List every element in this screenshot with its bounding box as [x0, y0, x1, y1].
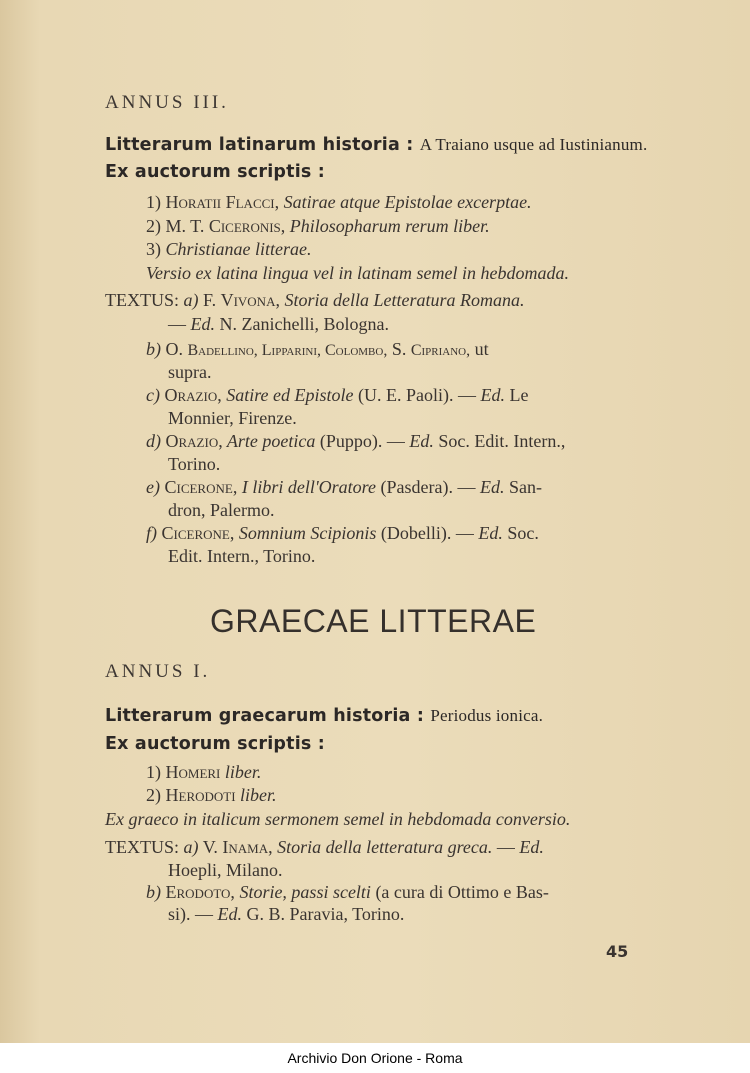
item-number: 3) — [146, 239, 161, 259]
textus-ed: Ed. — [478, 523, 503, 543]
textus-title: Storia della letteratura greca. — [272, 837, 493, 857]
textus-ed: Ed. — [190, 314, 215, 334]
textus-letter: b) — [146, 882, 161, 902]
textus-label: TEXTUS: — [105, 290, 179, 310]
textus-text: (U. E. Paoli). — — [353, 385, 481, 405]
textus-ed: Ed. — [519, 837, 544, 857]
latin-textus-a-line1 — [105, 291, 524, 309]
greek-textus-b-line2 — [168, 905, 404, 923]
textus-text: V. — [202, 837, 223, 857]
textus-letter: f) — [146, 523, 157, 543]
textus-text: (Puppo). — — [315, 431, 410, 451]
item-number: 1) — [146, 192, 161, 212]
textus-text: (a cura di Ottimo e Bas- — [370, 882, 549, 902]
textus-author: Vivona, — [220, 290, 280, 310]
page-number: 45 — [606, 942, 629, 961]
textus-text: Soc. — [502, 523, 539, 543]
latin-textus-e-line1 — [146, 478, 542, 496]
textus-title: Somnium Scipionis — [234, 523, 377, 543]
textus-text: G. B. Paravia, Torino. — [242, 904, 405, 924]
textus-title: Storie, passi scelti — [234, 882, 371, 902]
latin-textus-f-line2: Edit. Intern., Torino. — [168, 546, 316, 566]
latin-textus-b-line2: supra. — [168, 362, 212, 382]
textus-letter: e) — [146, 477, 160, 497]
item-author: Homeri — [165, 762, 221, 782]
item-title: Satirae atque Epistolae excerptae. — [283, 192, 532, 212]
textus-title: Satire ed Epistole — [221, 385, 354, 405]
latin-history-label: Litterarum latinarum historia : — [105, 135, 414, 155]
greek-history-label: Litterarum graecarum historia : — [105, 706, 425, 726]
textus-letter: c) — [146, 385, 160, 405]
annus-i-heading: ANNUS I. — [105, 661, 211, 682]
item-number: 1) — [146, 762, 161, 782]
textus-title: Storia della Letteratura Romana. — [279, 290, 525, 310]
item-number: 2) — [146, 216, 161, 236]
greek-item-2 — [146, 786, 277, 804]
latin-versio: Versio ex latina lingua vel in latinam semel in hebdomada. — [146, 263, 569, 283]
textus-text: S. — [387, 339, 411, 359]
textus-letter: a) — [183, 837, 199, 857]
latin-textus-b-line1 — [146, 340, 489, 359]
latin-scripta-label: Ex auctorum scriptis : — [105, 162, 325, 182]
latin-history-line — [105, 135, 647, 155]
textus-text: ut — [470, 339, 489, 359]
textus-ed: Ed. — [479, 477, 505, 497]
textus-author: Inama, — [222, 837, 273, 857]
greek-textus-a-line1 — [105, 838, 544, 856]
textus-author: Badellino, Lipparini, Colombo, — [187, 342, 388, 359]
item-author: M. T. Ciceronis, — [165, 216, 286, 236]
item-title: liber. — [224, 762, 262, 782]
textus-label: TEXTUS: — [105, 837, 179, 857]
textus-title: I libri dell'Oratore — [237, 477, 377, 497]
textus-text: Le — [505, 385, 529, 405]
greek-textus-a-line2: Hoepli, Milano. — [168, 860, 283, 880]
textus-text: si). — — [168, 904, 218, 924]
greek-history-line — [105, 706, 543, 726]
greek-scripta-label: Ex auctorum scriptis : — [105, 734, 325, 754]
textus-ed: Ed. — [217, 904, 242, 924]
latin-textus-d-line1 — [146, 432, 565, 450]
item-title: Philosopharum rerum liber. — [289, 216, 490, 236]
section-title: GRAECAE LITTERAE — [210, 603, 537, 639]
annus-iii-heading: ANNUS III. — [105, 92, 229, 113]
greek-textus-b-line1 — [146, 883, 549, 901]
greek-history-text: Periodus ionica. — [430, 706, 544, 725]
textus-text: (Pasdera). — — [376, 477, 480, 497]
greek-item-1 — [146, 763, 261, 781]
latin-textus-f-line1 — [146, 524, 539, 542]
greek-versio: Ex graeco in italicum sermonem semel in hebdomada conversio. — [105, 809, 571, 829]
item-title: Christianae litterae. — [165, 239, 312, 259]
textus-ed: Ed. — [409, 431, 434, 451]
textus-text: — — [492, 837, 520, 857]
item-title: liber. — [240, 785, 277, 805]
latin-history-text: A Traiano usque ad Iustinianum. — [419, 135, 648, 154]
latin-textus-c-line2: Monnier, Firenze. — [168, 408, 297, 428]
textus-letter: b) — [146, 339, 161, 359]
item-number: 2) — [146, 785, 161, 805]
textus-text: — — [168, 314, 191, 334]
item-author: Herodoti — [165, 785, 236, 805]
textus-letter: d) — [146, 431, 161, 451]
textus-author: Orazio, — [164, 385, 222, 405]
latin-textus-d-line2: Torino. — [168, 454, 221, 474]
latin-textus-a-line2 — [168, 315, 389, 333]
textus-author: Cicerone, — [164, 477, 238, 497]
textus-letter: a) — [183, 290, 199, 310]
textus-text: (Dobelli). — — [376, 523, 479, 543]
textus-text: O. — [165, 339, 188, 359]
textus-title: Arte poetica — [222, 431, 316, 451]
archive-footer: Archivio Don Orione - Roma — [287, 1050, 463, 1066]
textus-author: Orazio, — [165, 431, 223, 451]
textus-text: F. — [203, 290, 221, 310]
textus-text: San- — [504, 477, 542, 497]
textus-author: Erodoto, — [165, 882, 235, 902]
latin-item-3 — [146, 240, 312, 258]
textus-text: N. Zanichelli, Bologna. — [215, 314, 389, 334]
textus-text: Soc. Edit. Intern., — [433, 431, 566, 451]
latin-textus-c-line1 — [146, 386, 528, 404]
item-author: Horatii Flacci, — [165, 192, 280, 212]
latin-item-2 — [146, 217, 490, 235]
latin-item-1 — [146, 193, 532, 211]
latin-textus-e-line2: dron, Palermo. — [168, 500, 275, 520]
textus-author: Cicerone, — [161, 523, 235, 543]
textus-ed: Ed. — [480, 385, 505, 405]
textus-author: Cipriano, — [410, 342, 471, 359]
